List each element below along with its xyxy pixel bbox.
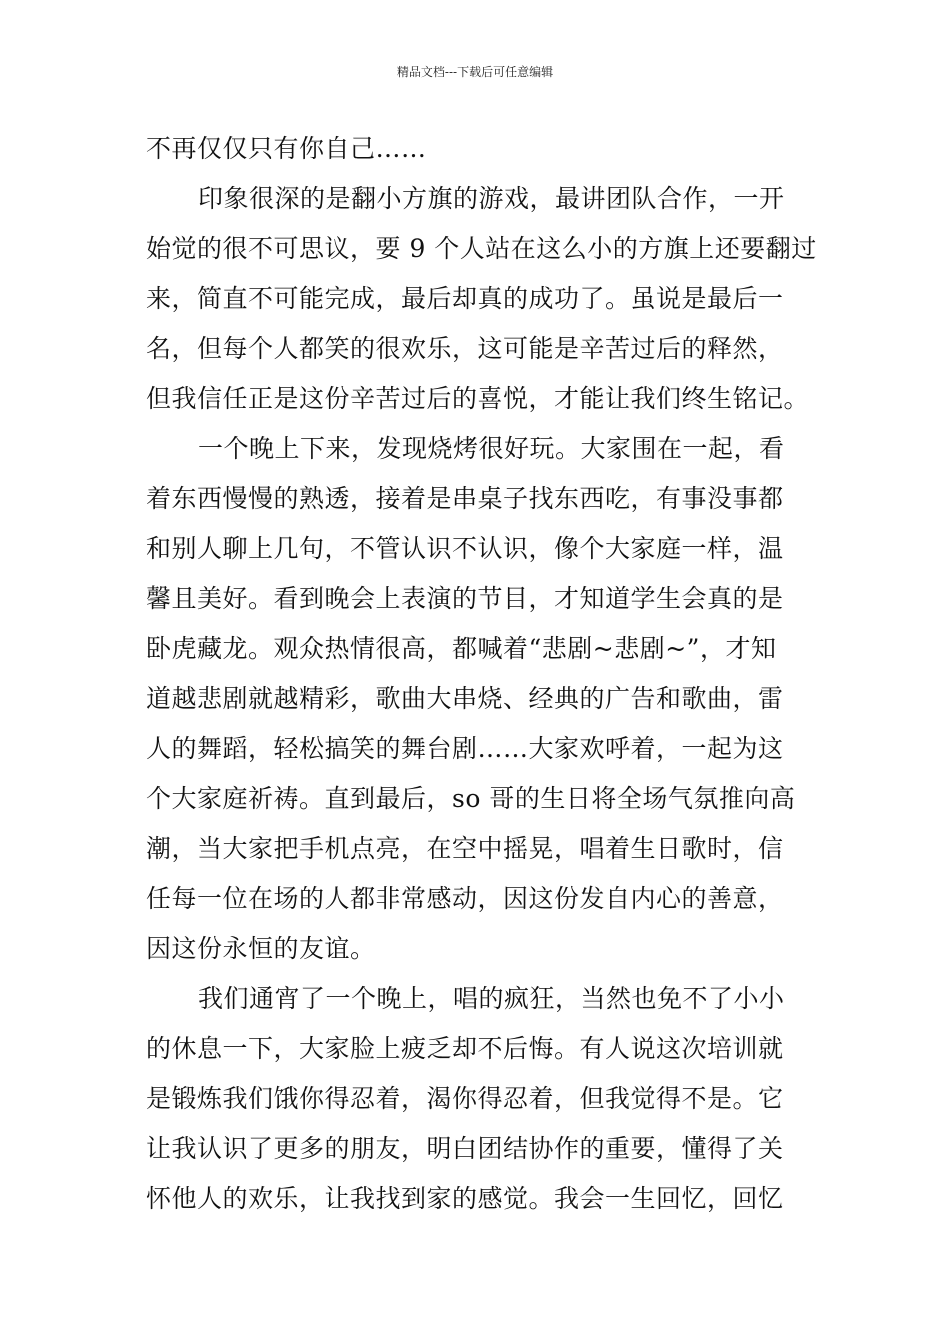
text-line: 馨且美好。看到晚会上表演的节目，才知道学生会真的是 [146,584,784,613]
text-line: 我们通宵了一个晚上，唱的疯狂，当然也免不了小小 [198,984,785,1013]
text-line: 来，简直不可能完成，最后却真的成功了。虽说是最后一 [146,284,784,313]
text-line: 不再仅仅只有你自己…… [146,134,427,163]
text-line: 怀他人的欢乐，让我找到家的感觉。我会一生回忆，回忆 [146,1184,784,1213]
body-text [146,124,817,1224]
text-line: 潮，当大家把手机点亮，在空中摇晃，唱着生日歌时，信 [146,834,784,863]
text-line: 人的舞蹈，轻松搞笑的舞台剧……大家欢呼着，一起为这 [146,734,784,763]
text-line: 因这份永恒的友谊。 [146,934,376,963]
text-line: 名，但每个人都笑的很欢乐，这可能是辛苦过后的释然， [146,334,784,363]
paragraph-2 [146,174,817,424]
text-line: 个大家庭祈祷。直到最后，so 哥的生日将全场气氛推向高 [146,784,796,813]
page-header: 精品文档---下载后可任意编辑 [396,65,554,79]
text-line: 但我信任正是这份辛苦过后的喜悦，才能让我们终生铭记。 [146,384,810,413]
text-line: 一个晚上下来，发现烧烤很好玩。大家围在一起，看 [198,434,785,463]
text-line: 让我认识了更多的朋友，明白团结协作的重要，懂得了关 [146,1134,784,1163]
paragraph-1 [146,124,810,174]
text-line: 任每一位在场的人都非常感动，因这份发自内心的善意， [146,884,784,913]
paragraph-3 [146,424,810,974]
text-line: 印象很深的是翻小方旗的游戏，最讲团队合作，一开 [198,184,785,213]
text-line: 的休息一下，大家脸上疲乏却不后悔。有人说这次培训就 [146,1034,784,1063]
text-line: 着东西慢慢的熟透，接着是串桌子找东西吃，有事没事都 [146,484,784,513]
text-line: 和别人聊上几句，不管认识不认识，像个大家庭一样，温 [146,534,784,563]
text-line: 卧虎藏龙。观众热情很高，都喊着“悲剧~悲剧~”，才知 [146,634,777,663]
paragraph-4 [146,974,810,1224]
text-line: 是锻炼我们饿你得忍着，渴你得忍着，但我觉得不是。它 [146,1084,784,1113]
text-line: 道越悲剧就越精彩，歌曲大串烧、经典的广告和歌曲，雷 [146,684,784,713]
text-line: 始觉的很不可思议，要 9 个人站在这么小的方旗上还要翻过 [146,234,817,263]
